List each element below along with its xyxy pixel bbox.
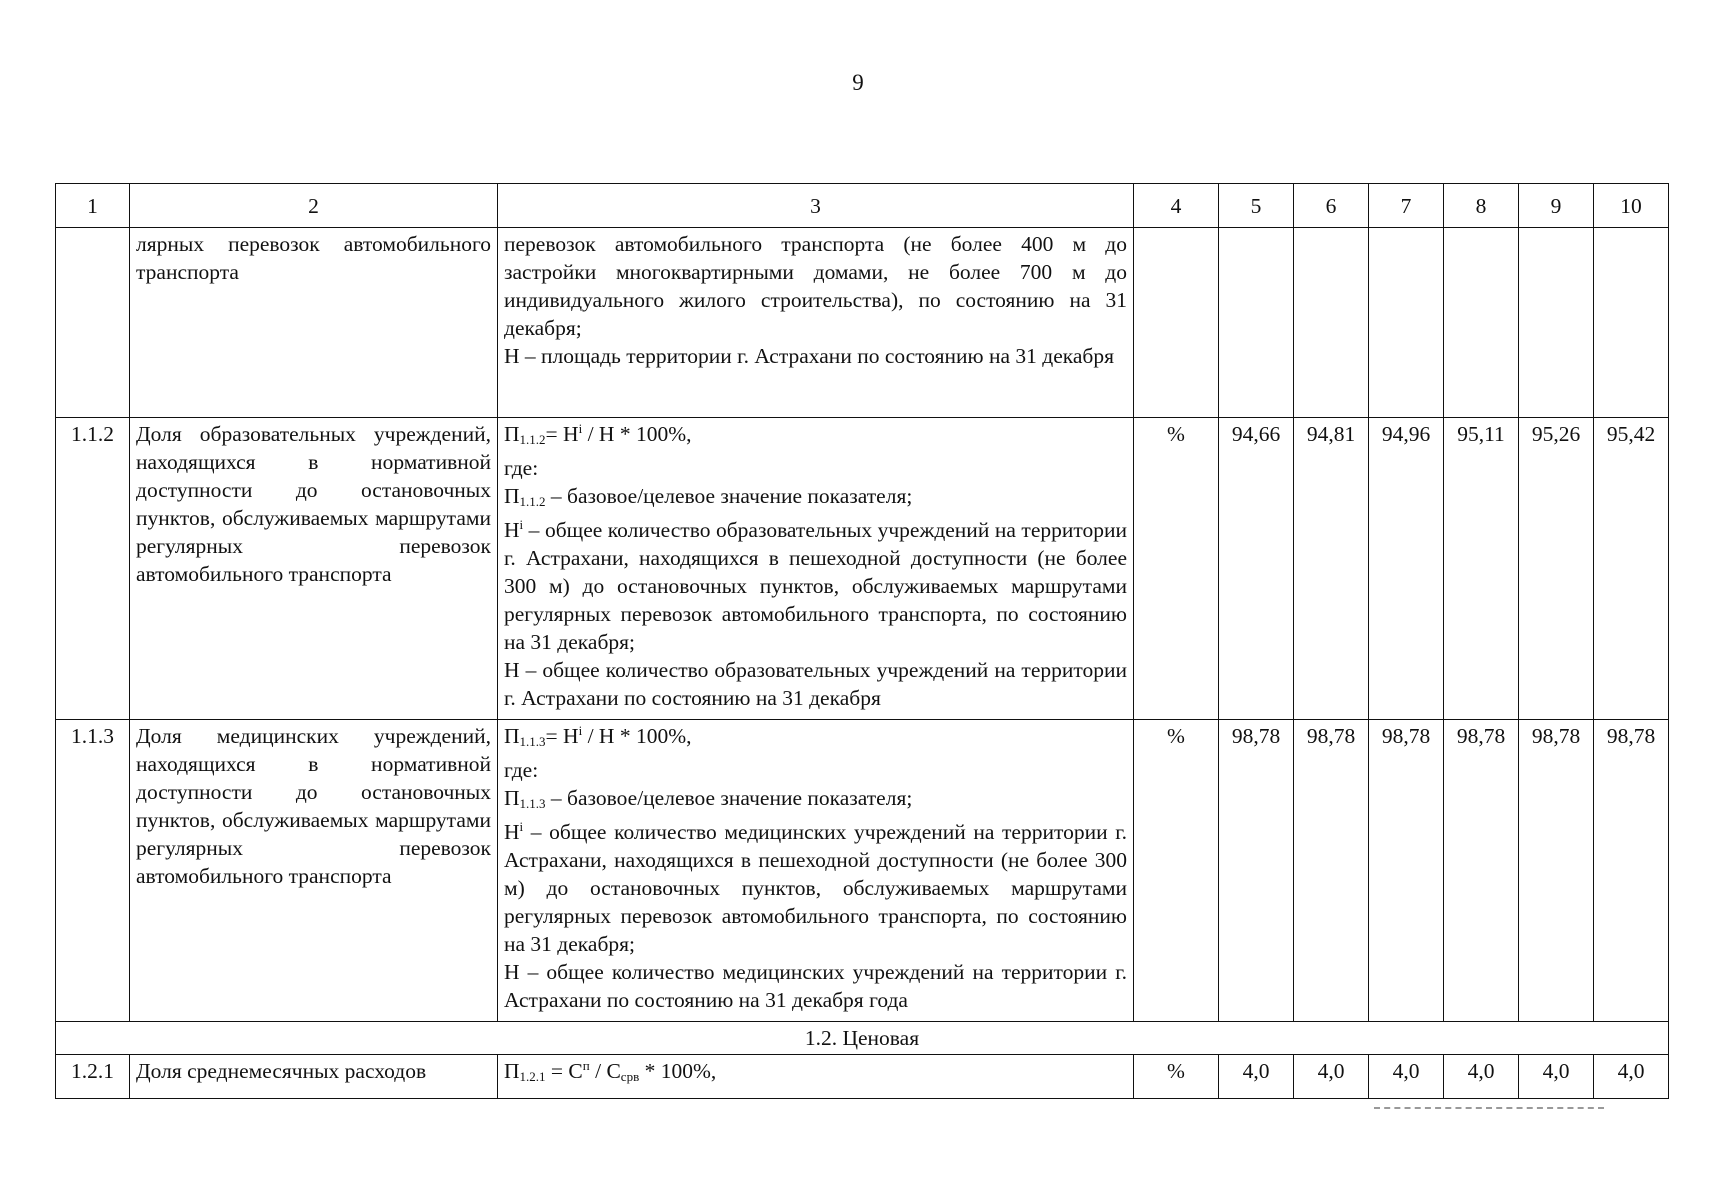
header-cell: 5 [1219,184,1294,228]
indicator-method [498,720,1134,1022]
where-label: где: [504,758,539,782]
method-line: Н – площадь территории г. Астрахани по состоянию на 31 декабря [504,344,1115,368]
value-cell: 94,81 [1294,418,1369,720]
value-cell: 4,0 [1294,1055,1369,1099]
definition-h: Н – общее количество медицинских учреждений на территории г. Астрахани по состоянию на 31 декабря года [504,960,1127,1012]
header-cell: 6 [1294,184,1369,228]
value-cell: 98,78 [1594,720,1669,1022]
formula: $П_{1.1.3}= Н^i / Н * 100\%$, [504,723,692,749]
method-line: перевозок автомобильного транспорта (не более 400 м до застройки многоквартирными домами, не более 700 м до индивидуального жилого строительства), по состоянию на 31 декабря; [504,232,1127,340]
row-number [56,228,130,418]
formula: $П_{1.1.2}= Н^i / Н * 100\%$, [504,421,692,447]
value-cell: 4,0 [1594,1055,1669,1099]
unit-cell [1134,228,1219,418]
row-number: 1.2.1 [56,1055,130,1099]
header-cell: 10 [1594,184,1669,228]
header-cell: 2 [130,184,498,228]
unit-cell: % [1134,720,1219,1022]
unit-cell: % [1134,418,1219,720]
indicator-method [498,228,1134,418]
formula: $П_{1.2.1} = С^п / С_{срв} * 100\%$, [504,1058,717,1084]
page-number: 9 [852,70,864,95]
unit-cell: % [1134,1055,1219,1099]
value-cell: 94,96 [1369,418,1444,720]
table-row-1-1-2 [56,418,1669,720]
value-cell: 98,78 [1219,720,1294,1022]
value-cell: 98,78 [1444,720,1519,1022]
value-cell [1444,228,1519,418]
value-cell: 95,26 [1519,418,1594,720]
definition-hi: $Н^i$ – общее количество медицинских учреждений на территории г. Астрахани, находящихся в пешеходной доступности (не более 300 м) до остановочных пунктов, обслуживаемых маршрутами регулярных перевозок автомобильного транспорта, по состоянию на 31 декабря; [504,819,1127,956]
value-cell: 98,78 [1519,720,1594,1022]
header-cell: 8 [1444,184,1519,228]
row-number: 1.1.3 [56,720,130,1022]
table-row-1-2-1 [56,1055,1669,1099]
value-cell: 98,78 [1369,720,1444,1022]
definition-p: $П_{1.1.3}$ – базовое/целевое значение показателя; [504,786,913,811]
value-cell [1594,228,1669,418]
header-cell: 4 [1134,184,1219,228]
value-cell: 95,11 [1444,418,1519,720]
table-row-continuation [56,228,1669,418]
value-cell: 98,78 [1294,720,1369,1022]
value-cell: 4,0 [1369,1055,1444,1099]
value-cell: 4,0 [1219,1055,1294,1099]
definition-hi: $Н^i$ – общее количество образовательных учреждений на территории г. Астрахани, находящихся в пешеходной доступности (не более 300 м) до остановочных пунктов, обслуживаемых маршрутами регулярных перевозок автомобильного транспорта, по состоянию на 31 декабря; [504,517,1127,654]
definition-p: $П_{1.1.2}$ – базовое/целевое значение показателя; [504,484,913,509]
indicator-name: Доля медицинских учреждений, находящихся в нормативной доступности до остановочных пунктов, обслуживаемых маршрутами регулярных перевозок автомобильного транспорта [130,720,498,1022]
value-cell: 4,0 [1519,1055,1594,1099]
header-cell: 3 [498,184,1134,228]
header-row [56,184,1669,228]
indicator-name: Доля образовательных учреждений, находящихся в нормативной доступности до остановочных пунктов, обслуживаемых маршрутами регулярных перевозок автомобильного транспорта [130,418,498,720]
value-cell: 95,42 [1594,418,1669,720]
indicator-method [498,418,1134,720]
value-cell [1369,228,1444,418]
header-cell: 1 [56,184,130,228]
scan-artifact [1374,1107,1604,1112]
table-row-1-1-3 [56,720,1669,1022]
definition-h: Н – общее количество образовательных учреждений на территории г. Астрахани по состоянию на 31 декабря [504,658,1127,710]
value-cell [1294,228,1369,418]
value-cell: 4,0 [1444,1055,1519,1099]
section-title: 1.2. Ценовая [56,1022,1669,1055]
row-number: 1.1.2 [56,418,130,720]
header-cell: 9 [1519,184,1594,228]
value-cell [1219,228,1294,418]
section-row [56,1022,1669,1055]
value-cell [1519,228,1594,418]
header-cell: 7 [1369,184,1444,228]
indicator-name: лярных перевозок автомобильного транспорта [130,228,498,418]
indicator-method [498,1055,1134,1099]
value-cell: 94,66 [1219,418,1294,720]
indicators-table [55,183,1669,1099]
indicator-name: Доля среднемесячных расходов [130,1055,498,1099]
where-label: где: [504,456,539,480]
